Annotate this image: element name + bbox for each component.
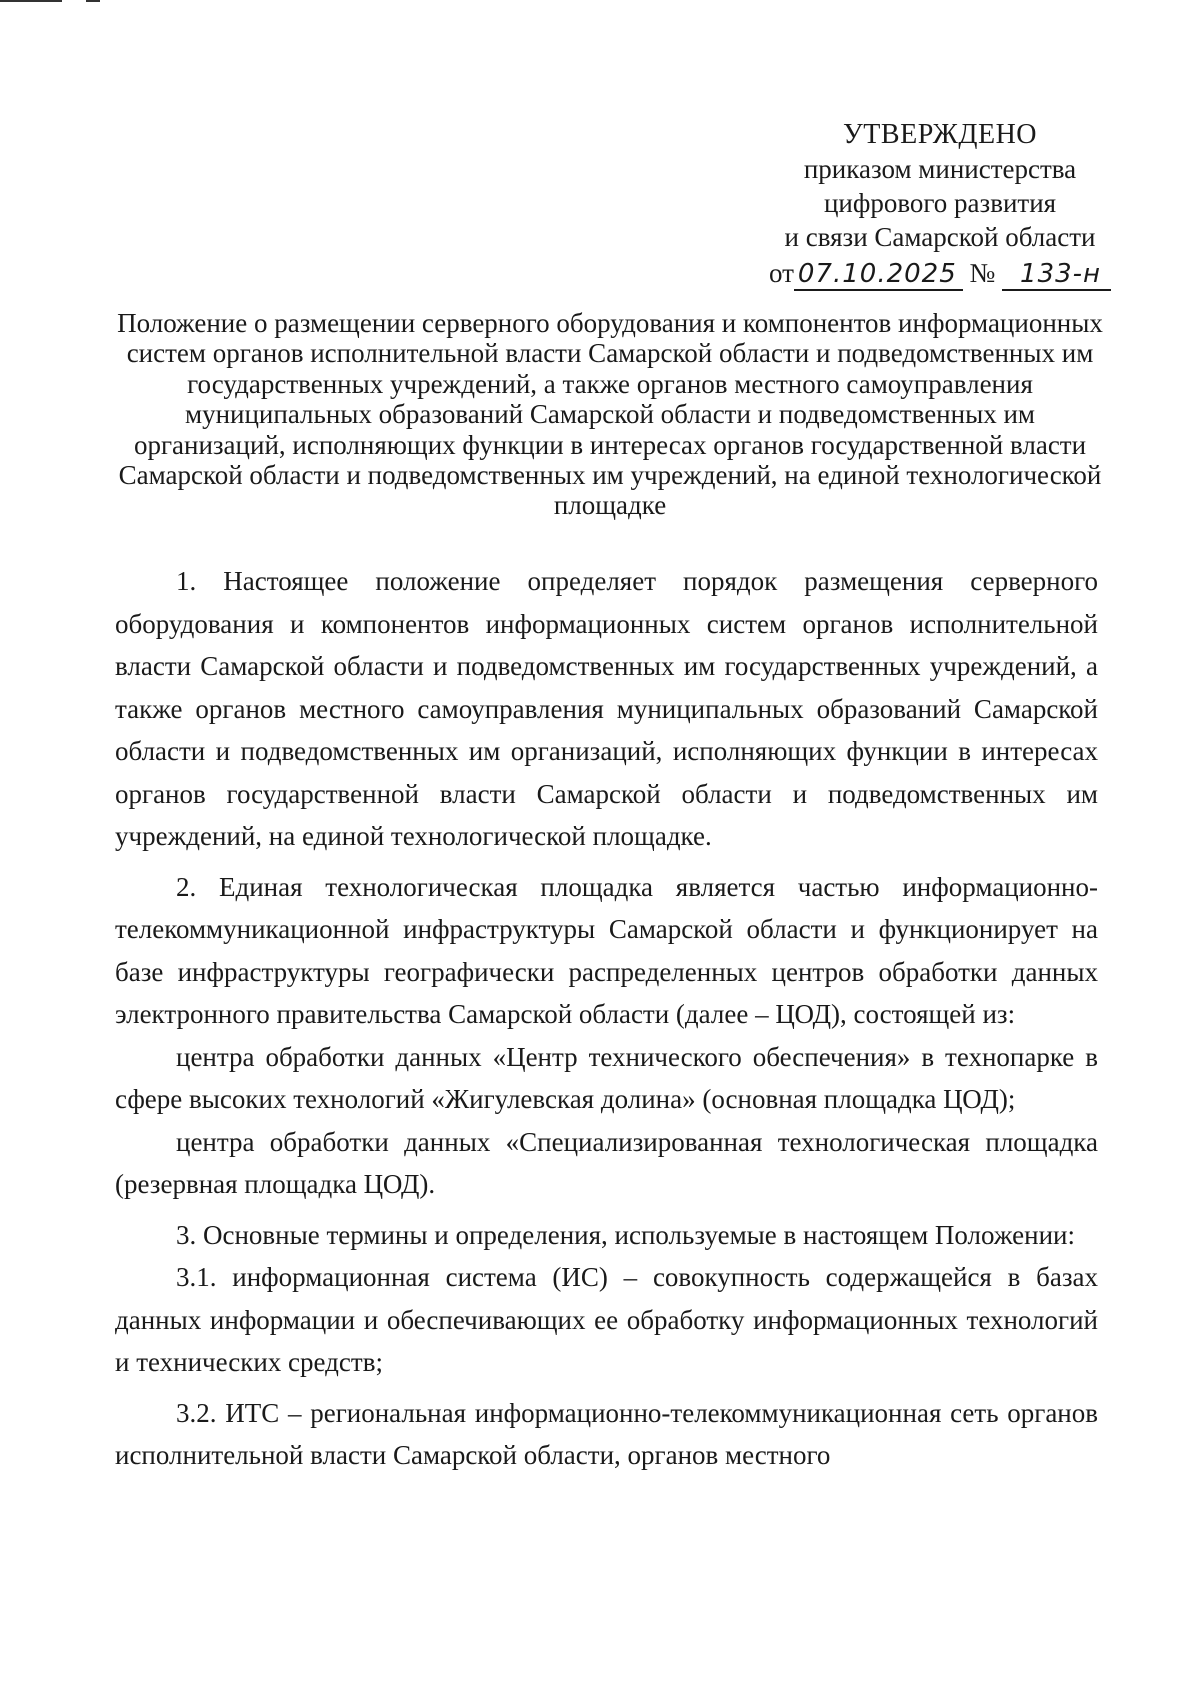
paragraph-1: 1. Настоящее положение определяет порядок размещения серверного оборудования и компонентов информационных систем органов исполнительной власти Самарской области и подведомственных им государственных учреждений, а также органов местного самоуправления муниципальных образований Самарской области и подведомственных им организаций, исполняющих функции в интересах органов государственной власти Самарской области и подведомственных им учреждений, на единой технологической площадке.: [115, 566, 1098, 851]
approval-line-2: цифрового развития: [823, 188, 1057, 218]
order-line: [690, 256, 1190, 291]
approval-heading: УТВЕРЖДЕНО: [842, 119, 1038, 150]
document-body: [115, 560, 1098, 1477]
document-title: Положение о размещении серверного оборудования и компонентов информационных систем органов исполнительной власти Самарской области и подведомственных им государственных учреждений, а также органов местного самоуправления муниципальных образований Самарской области и подведомственных им организаций, исполняющих функции в интересах органов государственной власти Самарской области и подведомственных им учреждений, на единой технологической площадке: [117, 308, 1103, 521]
scan-edge-mark: [86, 0, 100, 2]
scan-edge-mark: [0, 0, 62, 2]
order-number-sign: №: [969, 258, 996, 288]
paragraph-2-item-1: центра обработки данных «Центр технического обеспечения» в технопарке в сфере высоких технологий «Жигулевская долина» (основная площадка ЦОД);: [115, 1041, 1098, 1114]
order-number-handwritten: 133-н: [1002, 259, 1111, 291]
approval-line-3: и связи Самарской области: [784, 222, 1096, 252]
approval-line-1: приказом министерства: [803, 154, 1077, 184]
paragraph-3-2: 3.2. ИТС – региональная информационно-телекоммуникационная сеть органов исполнительной власти Самарской области, органов местного: [115, 1397, 1098, 1470]
paragraph-3-1: 3.1. информационная система (ИС) – совокупность содержащейся в базах данных информации и обеспечивающих ее обработку информационных технологий и технических средств;: [115, 1262, 1098, 1377]
paragraph-2: 2. Единая технологическая площадка является частью информационно-телекоммуникационной инфраструктуры Самарской области и функционирует на базе инфраструктуры географически распределенных центров обработки данных электронного правительства Самарской области (далее – ЦОД), состоящей из:: [115, 871, 1098, 1029]
paragraph-3: 3. Основные термины и определения, используемые в настоящем Положении:: [176, 1219, 1075, 1250]
approval-stamp-block: [690, 118, 1190, 291]
paragraph-2-item-2: центра обработки данных «Специализированная технологическая площадка (резервная площадка ЦОД).: [115, 1126, 1098, 1199]
order-prefix: от: [768, 258, 794, 288]
order-date-handwritten: 07.10.2025: [794, 259, 963, 291]
